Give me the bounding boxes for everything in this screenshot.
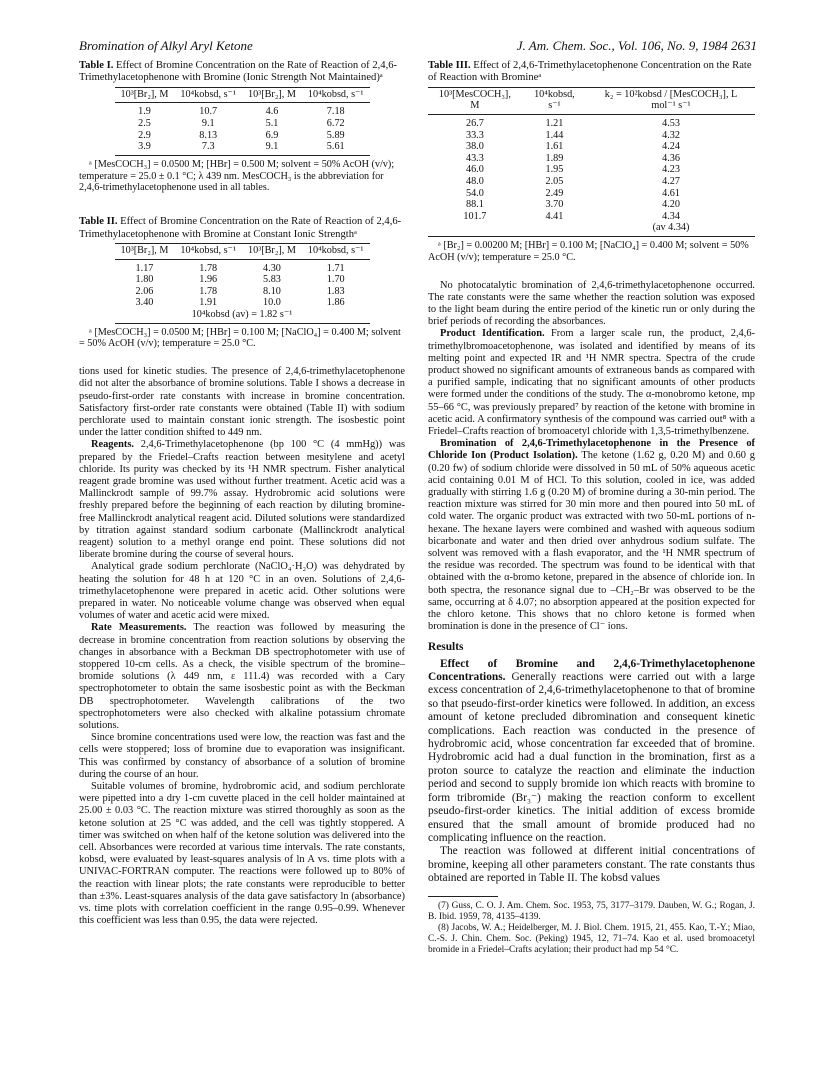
table-cell: 33.3 bbox=[465, 129, 484, 141]
table-cell: 1.95 bbox=[545, 164, 564, 176]
table-cell: 5.1 bbox=[265, 118, 279, 129]
table-cell: 3.9 bbox=[115, 141, 175, 155]
table-3-grid bbox=[428, 87, 755, 237]
table-header-cell: k₂ = 10²kobsd / [MesCOCH₃], L mol⁻¹ s⁻¹ bbox=[587, 87, 755, 114]
text-span: Reagents. bbox=[91, 439, 134, 451]
table-2-footnote: ᵃ [MesCOCH₃] = 0.0500 M; [HBr] = 0.100 M; [NaClO₄] = 0.400 M; solvent = 50% AcOH (v/v); temperature = 25.0 °C. bbox=[79, 326, 401, 350]
footnote-8: (8) Jacobs, W. A.; Heidelberger, M. J. Biol. Chem. 1915, 21, 455. Kao, T.-Y.; Miao, C.-S. J. Chin. Chem. Soc. (Peking) 1945, 12, 71–74. Kao et al. used bromoacetyl bromide in a Friedel–Crafts acylation; their product had mp 54 °C. bbox=[428, 922, 755, 955]
table-cell: 4.6 bbox=[265, 106, 279, 118]
text-span: Product Identification. bbox=[440, 328, 545, 340]
product-identification-paragraph bbox=[428, 328, 755, 438]
table-1 bbox=[79, 60, 405, 194]
text-span: 2,4,6-Trimethylacetophenone (bp 100 °C (4 mmHg)) was prepared by the Friedel–Crafts reaction between mesitylene and acetyl chloride. Its purity was checked by its ¹H NMR spectrum. Fisher analytical reagent grade bromine was used without further treatment. Acetic acid was a Mallinckrodt sample of 99.7% assay. Hydrobromic acid solutions were freshly prepared before the beginning of each reaction by diluting bromine-free Mallinckrodt analytical reagent acid. Diluted solutions were standardized by titration against standard sodium carbonate (Mallinckrodt analytical reagent) solution to a methyl orange end point. These solutions did not liberate bromine during the course of several hours. bbox=[79, 439, 405, 561]
body-paragraph: Analytical grade sodium perchlorate (NaClO₄·H₂O) was dehydrated by heating the solution for 48 h at 120 °C in an oven. Solutions of 2,4,6-trimethylacetophenone were prepared in acetic acid. Other solutions were prepared in water. No noticeable volume change was observed when equal volumes of water and acetic acid were mixed. bbox=[79, 561, 405, 622]
table-cell: 1.21 bbox=[545, 118, 564, 129]
table-header-cell: 10⁴kobsd, s⁻¹ bbox=[174, 243, 242, 259]
table-cell: 1.70 bbox=[326, 274, 345, 286]
table-cell: 10.7 bbox=[199, 106, 218, 118]
table-cell: 101.7 bbox=[463, 210, 487, 222]
table-cell: 2.49 bbox=[545, 187, 564, 199]
table-cell: 43.3 bbox=[465, 152, 484, 164]
table-cell: 46.0 bbox=[465, 164, 484, 176]
table-header-cell: 10⁴kobsd, s⁻¹ bbox=[302, 87, 370, 103]
text-span: The reaction was followed by measuring the decrease in bromine concentration from reaction solutions by observing the changes in absorbance with a Beckman DB spectrophotometer with use of stoppered 10-cm cells. As a check, the visible spectrum of the bromine–bromide solutions (λ 449 nm, ε 111.4) was recorded with a Cary spectrophotometer to obtain the same isosbestic point as with the Beckman DB spectrophotometer. Wavelength calibrations of the two spectrophotometers were also checked with alkaline potassium chromate solutions. bbox=[79, 622, 405, 732]
body-paragraph: Since bromine concentrations used were low, the reaction was fast and the cells were stoppered; loss of bromine due to evaporation was insignificant. This was confirmed by constancy of absorbance of a solution of bromine during the course of an hour. bbox=[79, 732, 405, 780]
text-span: Effect of Bromine and 2,4,6-Trimethylacetophenone Concentrations. bbox=[428, 657, 755, 684]
text-span: Bromination of 2,4,6-Trimethylacetophenone in the Presence of Chloride Ion (Product Isolation). bbox=[428, 438, 755, 462]
table-row bbox=[428, 141, 755, 153]
rate-measurements-paragraph bbox=[79, 622, 405, 732]
table-row bbox=[428, 211, 755, 223]
body-paragraph: Suitable volumes of bromine, hydrobromic acid, and sodium perchlorate were pipetted into a dry 1-cm cuvette placed in the cell holder maintained at 25.00 ± 0.03 °C. The reaction mixture was stirred thoroughly as soon as the ketone solution at 25 °C was added, and the cell was tightly stoppered. A timer was switched on when half of the ketone solution was delivered into the cell. Absorbances were recorded at various time intervals. The rate constants, kobsd, were evaluated by least-squares analysis of ln A vs. time plots with a UNIVAC-FORTRAN computer. The reactions were followed up to 80% of the reaction with linear plots; the rate constants were reproducible to better than ±3%. Least-squares analysis of the data gave satisfactory ln (absorbance) vs. time plots with correlation coefficient in the range 0.95–0.99. Whenever this coefficient was less than 0.95, the data were rejected. bbox=[79, 781, 405, 927]
table-cell: 9.1 bbox=[201, 118, 215, 129]
table-cell: 1.61 bbox=[545, 141, 564, 153]
table-2-grid bbox=[115, 243, 370, 324]
table-header-cell: 10³[Br₂], M bbox=[115, 243, 175, 259]
table-average-row bbox=[115, 309, 370, 323]
table-cell: 4.20 bbox=[662, 199, 680, 211]
table-cell bbox=[522, 222, 587, 236]
text-span: Effect of Bromine Concentration on the Rate of Reaction of 2,4,6-Trimethylacetophenone with Bromine at Constant Ionic Strengthᵃ bbox=[79, 216, 402, 240]
table-cell: 1.83 bbox=[326, 285, 345, 297]
table-row bbox=[115, 103, 370, 118]
table-cell: 3.70 bbox=[545, 199, 564, 211]
table-2 bbox=[79, 216, 405, 350]
table-1-grid bbox=[115, 87, 370, 156]
table-cell: 1.9 bbox=[138, 106, 151, 118]
table-header-cell: 10³[MesCOCH₃], M bbox=[428, 87, 522, 114]
reagents-paragraph bbox=[79, 439, 405, 561]
body-paragraph: The reaction was followed at different initial concentrations of bromine, keeping all other parameters constant. The rate constants thus obtained are reported in Table II. The kobsd values bbox=[428, 845, 755, 885]
table-cell: 4.23 bbox=[662, 164, 680, 176]
table-cell: 38.0 bbox=[465, 141, 484, 153]
text-span: Effect of 2,4,6-Trimethylacetophenone Concentration on the Rate of Reaction with Bromineᵃ bbox=[428, 60, 752, 84]
table-cell: 4.27 bbox=[662, 175, 680, 187]
table-cell: (av 4.34) bbox=[587, 222, 755, 236]
table-cell: 1.44 bbox=[545, 129, 564, 141]
text-span: Generally reactions were carried out with a large excess concentration of 2,4,6-trimethylacetophenone to that of bromine so that pseudo-first-order kinetics were followed. In addition, an excess amount of ketone precluded dibromination and consequent kinetic complications. Each reaction was conducted in the presence of hydrobromic acid, whose concentration far exceeded that of bromine. Hydrobromic acid had a dual function in the bromination, first as a proton source to catalyze the reaction and eliminate the induction period and second to supply bromide ion which reacts with bromine to form tribromide (Br₃⁻) making the reaction conform to excellent pseudo-first-order kinetics. The initial addition of excess bromide ensured that the small amount of bromide produced had no complicating influence on the reaction. bbox=[428, 671, 755, 844]
table-row bbox=[115, 297, 370, 309]
table-cell: 4.24 bbox=[662, 141, 680, 153]
table-1-caption bbox=[79, 60, 405, 85]
table-cell: 1.91 bbox=[199, 297, 218, 309]
table-average-row bbox=[428, 222, 755, 236]
table-cell: 4.34 bbox=[662, 210, 680, 222]
table-row bbox=[428, 164, 755, 176]
table-header-cell: 10³[Br₂], M bbox=[242, 87, 302, 103]
journal-citation: J. Am. Chem. Soc., Vol. 106, No. 9, 1984 2631 bbox=[516, 38, 757, 53]
table-cell: 2.5 bbox=[138, 118, 151, 129]
table-cell: 2.05 bbox=[545, 175, 564, 187]
table-cell: 10⁴kobsd (av) = 1.82 s⁻¹ bbox=[115, 309, 370, 323]
table-cell: 7.18 bbox=[326, 106, 345, 118]
table-header-cell: 10⁴kobsd, s⁻¹ bbox=[522, 87, 587, 114]
table-cell: 4.32 bbox=[662, 129, 680, 141]
text-span: Table III. bbox=[428, 60, 471, 71]
table-cell: 88.1 bbox=[465, 199, 484, 211]
table-cell: 5.61 bbox=[302, 141, 370, 155]
table-cell: 6.9 bbox=[265, 129, 279, 141]
table-cell: 3.40 bbox=[135, 297, 154, 309]
table-header-cell: 10³[Br₂], M bbox=[242, 243, 302, 259]
text-span: Table II. bbox=[79, 216, 118, 228]
table-cell: 26.7 bbox=[465, 118, 484, 129]
table-cell: 4.53 bbox=[662, 118, 680, 129]
table-header-cell: 10⁴kobsd, s⁻¹ bbox=[174, 87, 242, 103]
table-cell: 9.1 bbox=[242, 141, 302, 155]
table-cell: 1.86 bbox=[326, 297, 345, 309]
table-cell: 6.72 bbox=[326, 118, 345, 129]
results-heading: Results bbox=[428, 641, 464, 654]
table-3-footnote: ᵃ [Br₂] = 0.00200 M; [HBr] = 0.100 M; [NaClO₄] = 0.400 M; solvent = 50% AcOH (v/v); temperature = 25.0 °C. bbox=[428, 239, 749, 263]
left-column bbox=[79, 60, 405, 927]
table-row bbox=[428, 199, 755, 211]
table-cell: 1.89 bbox=[545, 152, 564, 164]
text-span: Effect of Bromine Concentration on the Rate of Reaction of 2,4,6-Trimethylacetophenone with Bromine (Ionic Strength Not Maintained)ᵃ bbox=[79, 60, 398, 84]
table-3-caption bbox=[428, 60, 755, 85]
table-row bbox=[115, 141, 370, 155]
chloride-paragraph bbox=[428, 438, 755, 633]
table-cell: 1.17 bbox=[135, 262, 154, 274]
running-title: Bromination of Alkyl Aryl Ketone bbox=[79, 38, 253, 53]
text-span: Rate Measurements. bbox=[91, 622, 187, 634]
table-cell: 4.61 bbox=[662, 187, 680, 199]
table-row bbox=[115, 286, 370, 298]
table-cell: 7.3 bbox=[174, 141, 242, 155]
table-row bbox=[428, 115, 755, 130]
text-span: The ketone (1.62 g, 0.20 M) and 0.60 g (0.20 fw) of sodium chloride were dissolved in 50 mL of 50% aqueous acetic acid containing 0.01 M of HCl. To this solution, cooled in ice, was added gradually with stirring 1.6 g (0.20 M) of bromine during a 30-min period. The reaction mixture was stirred for 30 min more and then poured into 50 mL of cold water. The organic product was extracted with two 50-mL portions of n-hexane. The hexane layers were combined and washed with aqueous sodium bicarbonate and water and then dried over anhydrous sodium sulfate. The solvent was removed with a flash evaporator, and the ¹H NMR spectrum of the residue was recorded. The spectrum was found to be identical with that obtained with the α-bromo ketone, prepared in the absence of chloride ion. In both spectra, the resonance signal due to –CH₂–Br was observed to be the same, occurring at δ 4.07; no absorption appeared at the position expected for the chloro ketone. This shows that no chloro ketone is formed when bromination is done in the presence of Cl⁻ ions. bbox=[428, 450, 755, 633]
table-1-footnote: ᵃ [MesCOCH₃] = 0.0500 M; [HBr] = 0.500 M; solvent = 50% AcOH (v/v); temperature = 25.0 ± 0.1 °C; λ 439 nm. MesCOCH₃ is the abbreviation for 2,4,6-trimethylacetophenone used in all tables. bbox=[79, 158, 395, 194]
table-cell: 8.10 bbox=[263, 285, 281, 297]
table-row bbox=[428, 153, 755, 165]
table-row bbox=[115, 274, 370, 286]
table-cell: 54.0 bbox=[465, 187, 484, 199]
table-cell: 2.9 bbox=[138, 129, 151, 141]
table-cell: 2.06 bbox=[135, 285, 154, 297]
table-cell: 4.36 bbox=[662, 152, 680, 164]
table-row bbox=[428, 130, 755, 142]
table-cell: 4.41 bbox=[545, 210, 564, 222]
table-cell: 5.83 bbox=[263, 274, 281, 286]
table-row bbox=[115, 118, 370, 130]
text-span: Table I. bbox=[79, 60, 114, 71]
table-cell: 4.30 bbox=[263, 262, 281, 274]
table-row bbox=[428, 188, 755, 200]
table-cell: 1.78 bbox=[199, 262, 218, 274]
table-cell: 8.13 bbox=[199, 129, 218, 141]
effect-paragraph bbox=[428, 658, 755, 846]
table-header-cell: 10⁴kobsd, s⁻¹ bbox=[302, 243, 370, 259]
table-cell: 1.78 bbox=[199, 285, 218, 297]
body-paragraph: tions used for kinetic studies. The presence of 2,4,6-trimethylacetophenone did not alter the absorbance of bromine solutions. Table I shows a decrease in pseudo-first-order rate constants with increase in bromine concentration. Satisfactory first-order rate constants were obtained (Table II) with sodium perchlorate used to maintain constant ionic strength. The isosbestic point under the latter condition shifted to 449 nm. bbox=[79, 366, 405, 439]
table-row bbox=[115, 130, 370, 142]
table-cell: 1.96 bbox=[199, 274, 218, 286]
table-cell: 48.0 bbox=[465, 175, 484, 187]
table-cell: 1.80 bbox=[135, 274, 154, 286]
footnote-divider bbox=[428, 896, 498, 897]
body-paragraph: No photocatalytic bromination of 2,4,6-trimethylacetophenone occurred. The rate constants were the same whether the reaction solution was exposed to the light beam during the entire period of the kinetic run or only during the brief periods of recording the absorbances. bbox=[428, 279, 755, 328]
table-3 bbox=[428, 60, 755, 264]
table-cell bbox=[428, 222, 522, 236]
table-cell: 1.71 bbox=[326, 262, 345, 274]
table-2-caption bbox=[79, 216, 405, 241]
table-header-cell: 10³[Br₂], M bbox=[115, 87, 175, 103]
table-row bbox=[428, 176, 755, 188]
table-cell: 5.89 bbox=[326, 129, 345, 141]
text-span: From a larger scale run, the product, 2,4,6-trimethylbromoacetophenone, was isolated and identified by means of its melting point and expected IR and ¹H NMR spectra. Spectra of the crude product showed no significant amounts of extraneous bands as compared with a purified sample, indicating that no significant amounts of other products were formed under the conditions of the study. The α-monobromo ketone, mp 55–66 °C, was previously prepared⁷ by reaction of the ketone with bromine in acetic acid. A confirmatory synthesis of the compound was carried out⁸ with a Friedel–Crafts reaction of bromoacetyl chloride with 1,3,5-trimethylbenzene. bbox=[428, 328, 756, 437]
right-column bbox=[428, 60, 755, 956]
table-cell: 10.0 bbox=[263, 297, 281, 309]
footnote-7: (7) Guss, C. O. J. Am. Chem. Soc. 1953, 75, 3177–3179. Dauben, W. G.; Rogan, J. B. Ibid. 1959, 78, 4135–4139. bbox=[428, 900, 755, 922]
table-row bbox=[115, 259, 370, 274]
